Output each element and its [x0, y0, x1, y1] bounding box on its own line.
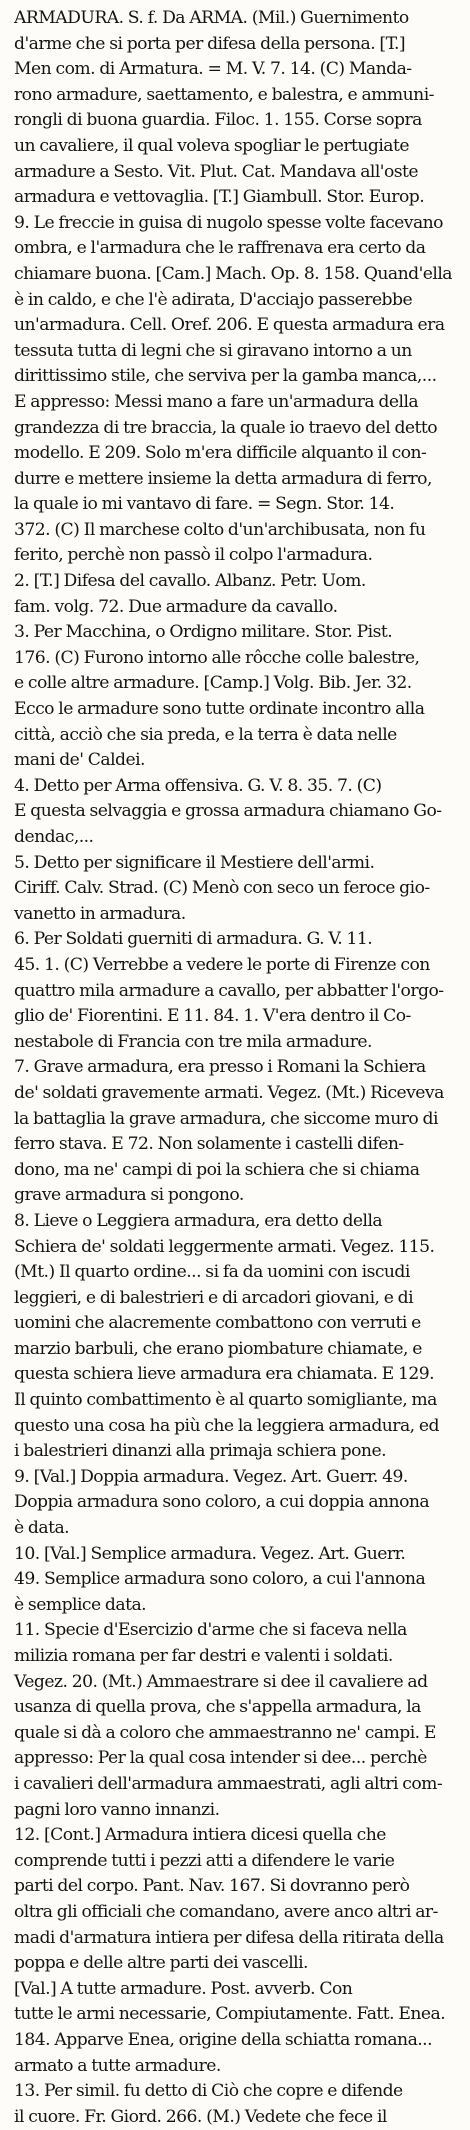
text-line: 45. 1. (C) Verrebbe a vedere le porte di Firenze con	[14, 954, 430, 975]
text-line: dono, ma ne' campi di poi la schiera che si chiama	[14, 1159, 420, 1180]
text-line: rono armadure, saettamento, e balestra, e ammuni-	[14, 84, 434, 105]
text-line: 12. [Cont.] Armadura intiera dicesi quella che	[14, 1825, 386, 1846]
text-line: chiamare buona. [Cam.] Mach. Op. 8. 158. Quand'ella	[14, 263, 452, 284]
text-line: quattro mila armadure a cavallo, per abbatter l'orgo-	[14, 980, 444, 1001]
text-line: parti del corpo. Pant. Nav. 167. Si dovranno però	[14, 1876, 410, 1897]
text-line: de' soldati gravemente armati. Vegez. (Mt.) Riceveva	[14, 1082, 444, 1103]
text-line: appresso: Per la qual cosa intender si dee... perchè	[14, 1748, 427, 1769]
text-line: d'arme che si porta per difesa della persona. [T.]	[14, 33, 406, 54]
text-line: ombra, e l'armadura che le raffrenava era certo da	[14, 238, 426, 259]
text-line: tutte le armi necessarie, Compiutamente. Fatt. Enea.	[14, 2004, 446, 2025]
text-line: comprende tutti i pezzi atti a difendere le varie	[14, 1850, 395, 1871]
text-line: dendac,...	[14, 827, 94, 847]
text-line: tessuta tutta di legni che si giravano intorno a un	[14, 340, 412, 361]
text-line: ARMADURA. S. f. Da ARMA. (Mil.) Guernimento	[14, 8, 409, 28]
text-line: la quale io mi vantavo di fare. = Segn. Stor. 14.	[14, 494, 395, 515]
text-line: armadure a Sesto. Vit. Plut. Cat. Mandava all'oste	[14, 161, 419, 182]
text-line: dirittissimo stile, che serviva per la gamba manca,...	[14, 366, 437, 387]
text-line: grave armadura si pongono.	[14, 1185, 244, 1206]
text-line: fam. volg. 72. Due armadure da cavallo.	[14, 596, 338, 617]
text-line: Ecco le armadure sono tutte ordinate incontro alla	[14, 699, 425, 720]
text-line: 7. Grave armadura, era presso i Romani la Schiera	[14, 1057, 426, 1078]
text-line: nestabole di Francia con tre mila armadure.	[14, 1031, 372, 1052]
text-line: ferro stava. E 72. Non solamente i castelli difen-	[14, 1134, 404, 1155]
text-line: armato a tutte armadure.	[14, 2055, 221, 2076]
text-line: 5. Detto per significare il Mestiere dell'armi.	[14, 852, 375, 873]
text-line: 3. Per Macchina, o Ordigno militare. Stor. Pist.	[14, 622, 393, 643]
text-line: questa schiera lieve armadura era chiamata. E 129.	[14, 1364, 435, 1385]
text-line: 9. Le freccie in guisa di nugolo spesse volte facevano	[14, 212, 443, 233]
text-line: marzio barbuli, che erano piombature chiamate, e	[14, 1338, 422, 1359]
text-line: mani de' Caldei.	[14, 750, 145, 771]
text-line: 13. Per simil. fu detto di Ciò che copre e difende	[14, 2081, 403, 2102]
text-line: un'armadura. Cell. Oref. 206. E questa armadura era	[14, 315, 445, 336]
text-line: (Mt.) Il quarto ordine... si fa da uomini con iscudi	[14, 1262, 410, 1283]
text-line: 2. [T.] Difesa del cavallo. Albanz. Petr. Uom.	[14, 571, 366, 592]
text-line: i cavalieri dell'armadura ammaestrati, agli altri com-	[14, 1773, 443, 1794]
dictionary-entry-armadura	[14, 6, 456, 2130]
text-line: leggieri, e di balestrieri e di arcadori giovani, e di	[14, 1287, 414, 1308]
text-line: ferito, perchè non passò il colpo l'armadura.	[14, 545, 373, 566]
text-line: il cuore. Fr. Giord. 266. (M.) Vedete che fece il	[14, 2106, 387, 2127]
text-line: la battaglia la grave armadura, che siccome muro di	[14, 1108, 438, 1129]
text-line: E appresso: Messi mano a fare un'armadura della	[14, 391, 419, 412]
text-line: Doppia armadura sono coloro, a cui doppia annona	[14, 1492, 430, 1513]
text-line: è data.	[14, 1518, 70, 1539]
text-line: questo una cosa ha più che la leggiera armadura, ed	[14, 1415, 439, 1436]
text-line: glio de' Fiorentini. E 11. 84. 1. V'era dentro il Co-	[14, 1006, 411, 1027]
text-line: 4. Detto per Arma offensiva. G. V. 8. 35. 7. (C)	[14, 775, 382, 796]
text-line: 372. (C) Il marchese colto d'un'archibusata, non fu	[14, 519, 426, 540]
text-line: 49. Semplice armadura sono coloro, a cui l'annona	[14, 1569, 426, 1590]
text-line: quale si dà a coloro che ammaestranno ne' campi. E	[14, 1722, 436, 1743]
text-line: oltra gli officiali che comandano, avere anco altri ar-	[14, 1901, 438, 1922]
text-line: pagni loro vanno innanzi.	[14, 1799, 220, 1820]
text-line: 184. Apparve Enea, origine della schiatta romana...	[14, 2029, 433, 2050]
text-line: modello. E 209. Solo m'era difficile alquanto il con-	[14, 443, 427, 464]
text-line: 8. Lieve o Leggiera armadura, era detto della	[14, 1210, 383, 1231]
text-line: Il quinto combattimento è al quarto somigliante, ma	[14, 1390, 437, 1411]
text-line: vanetto in armadura.	[14, 903, 186, 924]
text-line: Ciriff. Calv. Strad. (C) Menò con seco un feroce gio-	[14, 878, 430, 899]
text-line: uomini che alacremente combattono con verruti e	[14, 1313, 421, 1334]
text-line: grandezza di tre braccia, la quale io traevo del detto	[14, 417, 438, 438]
text-line: 11. Specie d'Esercizio d'arme che si faceva nella	[14, 1620, 407, 1641]
text-line: Schiera de' soldati leggermente armati. Vegez. 115.	[14, 1236, 435, 1257]
text-line: usanza di quella prova, che s'appella armadura, la	[14, 1697, 421, 1718]
text-line: [Val.] A tutte armadure. Post. avverb. Con	[14, 1978, 353, 1999]
text-line: E questa selvaggia e grossa armadura chiamano Go-	[14, 801, 442, 822]
text-line: un cavaliere, il qual voleva spogliar le pertugiate	[14, 135, 409, 156]
text-line: è semplice data.	[14, 1594, 147, 1615]
text-line: 6. Per Soldati guerniti di armadura. G. V. 11.	[14, 929, 373, 950]
text-line: 9. [Val.] Doppia armadura. Vegez. Art. Guerr. 49.	[14, 1466, 408, 1487]
text-line: madi d'armatura intiera per difesa della ritirata della	[14, 1927, 444, 1948]
text-line: 10. [Val.] Semplice armadura. Vegez. Art. Guerr.	[14, 1543, 406, 1564]
text-line: è in caldo, e che l'è adirata, D'acciajo passerebbe	[14, 289, 413, 310]
text-line: Vegez. 20. (Mt.) Ammaestrare si dee il cavaliere ad	[14, 1671, 428, 1692]
text-line: e colle altre armadure. [Camp.] Volg. Bib. Jer. 32.	[14, 673, 412, 694]
text-line: 176. (C) Furono intorno alle rôcche colle balestre,	[14, 647, 420, 668]
text-line: i balestrieri dinanzi alla primaja schiera pone.	[14, 1441, 386, 1462]
text-line: durre e mettere insieme la detta armadura di ferro,	[14, 468, 432, 489]
text-line: città, acciò che sia preda, e la terra è data nelle	[14, 724, 397, 745]
text-line: milizia romana per far destri e valenti i soldati.	[14, 1646, 393, 1666]
text-line: Men com. di Armatura. = M. V. 7. 14. (C) Manda-	[14, 59, 412, 80]
text-line: poppa e delle altre parti dei vascelli.	[14, 1953, 308, 1974]
text-line: armadura e vettovaglia. [T.] Giambull. Stor. Europ.	[14, 187, 425, 208]
text-line: rongli di buona guardia. Filoc. 1. 155. Corse sopra	[14, 110, 422, 131]
